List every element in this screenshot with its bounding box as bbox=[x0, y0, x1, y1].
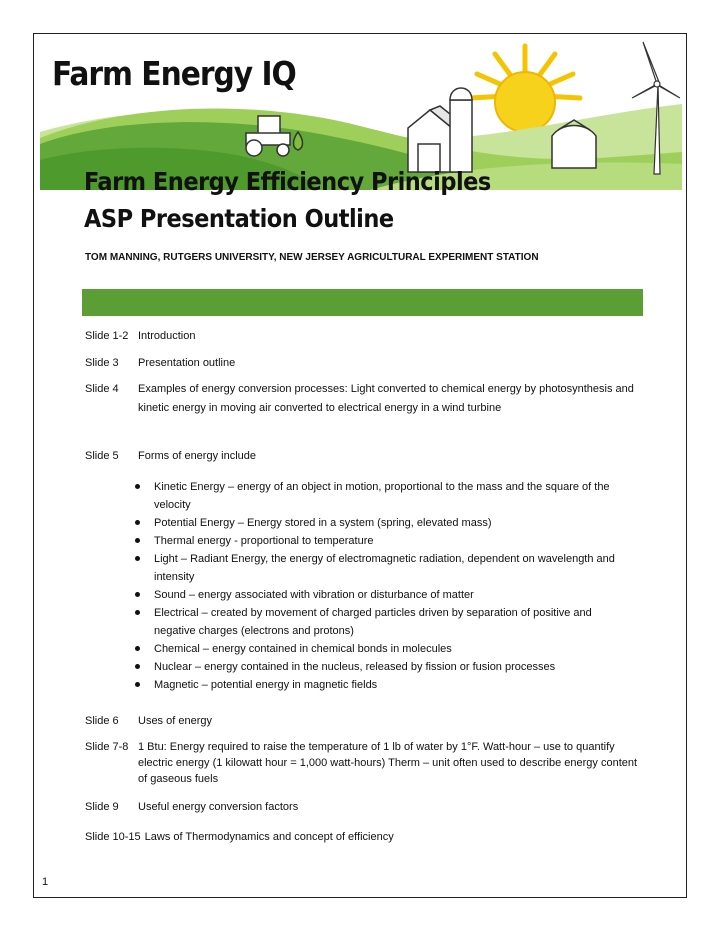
outline-row bbox=[85, 327, 645, 346]
outline-row bbox=[85, 798, 645, 817]
outline-row bbox=[85, 828, 645, 847]
outline-row bbox=[85, 354, 645, 373]
list-item: Magnetic – potential energy in magnetic fields bbox=[133, 676, 633, 694]
energy-forms-list bbox=[133, 478, 633, 694]
slide-label: Slide 3 bbox=[85, 357, 119, 369]
slide-label: Slide 6 bbox=[85, 715, 119, 727]
list-item: Potential Energy – Energy stored in a system (spring, elevated mass) bbox=[133, 514, 633, 532]
slide-description: Examples of energy conversion processes: Light converted to chemical energy by photosynthesis and kinetic energy in moving air converted to electrical energy in a wind turbine bbox=[138, 383, 634, 414]
slide-description: 1 Btu: Energy required to raise the temperature of 1 lb of water by 1°F. Watt-hour – use to quantify electric energy (1 kilowatt hour = 1,000 watt-hours) Therm – unit often used to describe energy content of gaseous fuels bbox=[138, 741, 638, 785]
slide-label: Slide 5 bbox=[85, 450, 119, 462]
outline-row bbox=[85, 447, 645, 466]
list-item: Thermal energy - proportional to temperature bbox=[133, 532, 633, 550]
list-item: Sound – energy associated with vibration or disturbance of matter bbox=[133, 586, 633, 604]
slide-description: Uses of energy bbox=[138, 715, 212, 727]
document-title: Farm Energy Efficiency Principles bbox=[84, 167, 491, 196]
slide-label: Slide 1-2 bbox=[85, 330, 129, 342]
slide-description: Forms of energy include bbox=[138, 450, 256, 462]
list-item: Electrical – created by movement of charged particles driven by separation of positive and negative charges (electrons and protons) bbox=[133, 604, 633, 640]
outline-row bbox=[85, 380, 645, 418]
slide-description: Presentation outline bbox=[138, 357, 236, 369]
page-number: 1 bbox=[42, 876, 49, 888]
sun-icon bbox=[470, 46, 580, 132]
outline-row bbox=[85, 712, 645, 731]
slide-description: Useful energy conversion factors bbox=[138, 801, 299, 813]
list-item: Chemical – energy contained in chemical bonds in molecules bbox=[133, 640, 633, 658]
list-item: Kinetic Energy – energy of an object in motion, proportional to the mass and the square of the velocity bbox=[133, 478, 633, 514]
brand-logo: Farm Energy IQ bbox=[52, 54, 296, 93]
slide-description: Laws of Thermodynamics and concept of efficiency bbox=[144, 831, 394, 843]
document-subtitle: ASP Presentation Outline bbox=[84, 204, 394, 233]
list-item: Nuclear – energy contained in the nucleus, released by fission or fusion processes bbox=[133, 658, 633, 676]
outline-row bbox=[85, 739, 645, 787]
slide-label: Slide 10-15 bbox=[85, 831, 141, 843]
author-line: TOM MANNING, RUTGERS UNIVERSITY, NEW JERSEY AGRICULTURAL EXPERIMENT STATION bbox=[85, 252, 539, 263]
section-divider-bar bbox=[82, 289, 643, 316]
slide-description: Introduction bbox=[138, 330, 196, 342]
slide-label: Slide 7-8 bbox=[85, 741, 129, 753]
document-page bbox=[33, 33, 687, 898]
slide-label: Slide 9 bbox=[85, 801, 119, 813]
slide-label: Slide 4 bbox=[85, 383, 119, 395]
barn-silo-icon bbox=[408, 88, 472, 172]
list-item: Light – Radiant Energy, the energy of electromagnetic radiation, dependent on wavelength and intensity bbox=[133, 550, 633, 586]
